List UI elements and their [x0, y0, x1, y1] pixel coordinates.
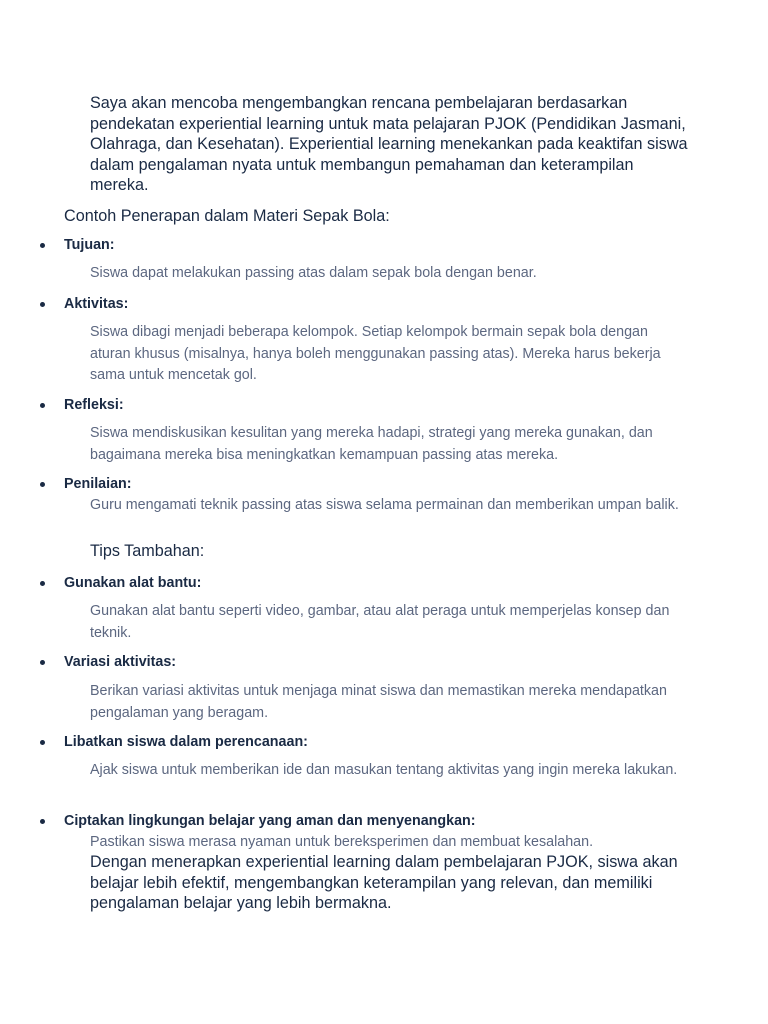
bullet-icon [40, 740, 45, 745]
bullet-icon [40, 581, 45, 586]
item-text-refleksi: Siswa mendiskusikan kesulitan yang mereka hadapi, strategi yang mereka gunakan, dan bagaimana mereka bisa meningkatkan kemampuan passing atas mereka. [90, 425, 653, 463]
tip-title-lingkungan: Ciptakan lingkungan belajar yang aman dan menyenangkan: [64, 813, 476, 829]
bullet-icon [40, 482, 45, 487]
bullet-icon [40, 819, 45, 824]
section-heading-example: Contoh Penerapan dalam Materi Sepak Bola: [64, 207, 390, 225]
item-text-tujuan: Siswa dapat melakukan passing atas dalam sepak bola dengan benar. [90, 265, 537, 281]
item-text-penilaian: Guru mengamati teknik passing atas siswa selama permainan dan memberikan umpan balik. [90, 497, 679, 513]
tip-text-variasi: Berikan variasi aktivitas untuk menjaga minat siswa dan memastikan mereka mendapatkan pengalaman yang beragam. [90, 683, 667, 721]
item-text-aktivitas: Siswa dibagi menjadi beberapa kelompok. Setiap kelompok bermain sepak bola dengan aturan khusus (misalnya, hanya boleh menggunakan passing atas). Mereka harus bekerja sama untuk mencetak gol. [90, 324, 661, 383]
tip-title-variasi: Variasi aktivitas: [64, 654, 177, 670]
tip-title-libatkan: Libatkan siswa dalam perencanaan: [64, 734, 308, 750]
bullet-icon [40, 403, 45, 408]
bullet-icon [40, 660, 45, 665]
tip-title-alat-bantu: Gunakan alat bantu: [64, 575, 202, 591]
section-heading-tips: Tips Tambahan: [90, 542, 205, 560]
tip-text-lingkungan: Pastikan siswa merasa nyaman untuk bereksperimen dan membuat kesalahan. [90, 834, 594, 850]
bullet-icon [40, 243, 45, 248]
intro-paragraph: Saya akan mencoba mengembangkan rencana pembelajaran berdasarkan pendekatan experiential learning untuk mata pelajaran PJOK (Pendidikan Jasmani, Olahraga, dan Kesehatan). Experiential learning menekankan pada keaktifan siswa dalam pengalaman nyata untuk membangun pemahaman dan keterampilan mereka. [90, 94, 688, 194]
tip-text-alat-bantu: Gunakan alat bantu seperti video, gambar, atau alat peraga untuk memperjelas konsep dan teknik. [90, 603, 670, 641]
item-title-aktivitas: Aktivitas: [64, 296, 129, 312]
bullet-icon [40, 302, 45, 307]
item-title-refleksi: Refleksi: [64, 397, 124, 413]
closing-paragraph: Dengan menerapkan experiential learning dalam pembelajaran PJOK, siswa akan belajar lebih efektif, mengembangkan keterampilan yang relevan, dan memiliki pengalaman belajar yang lebih bermakna. [90, 853, 678, 912]
item-title-tujuan: Tujuan: [64, 237, 115, 253]
item-title-penilaian: Penilaian: [64, 476, 132, 492]
tip-text-libatkan: Ajak siswa untuk memberikan ide dan masukan tentang aktivitas yang ingin mereka lakukan. [90, 762, 678, 778]
